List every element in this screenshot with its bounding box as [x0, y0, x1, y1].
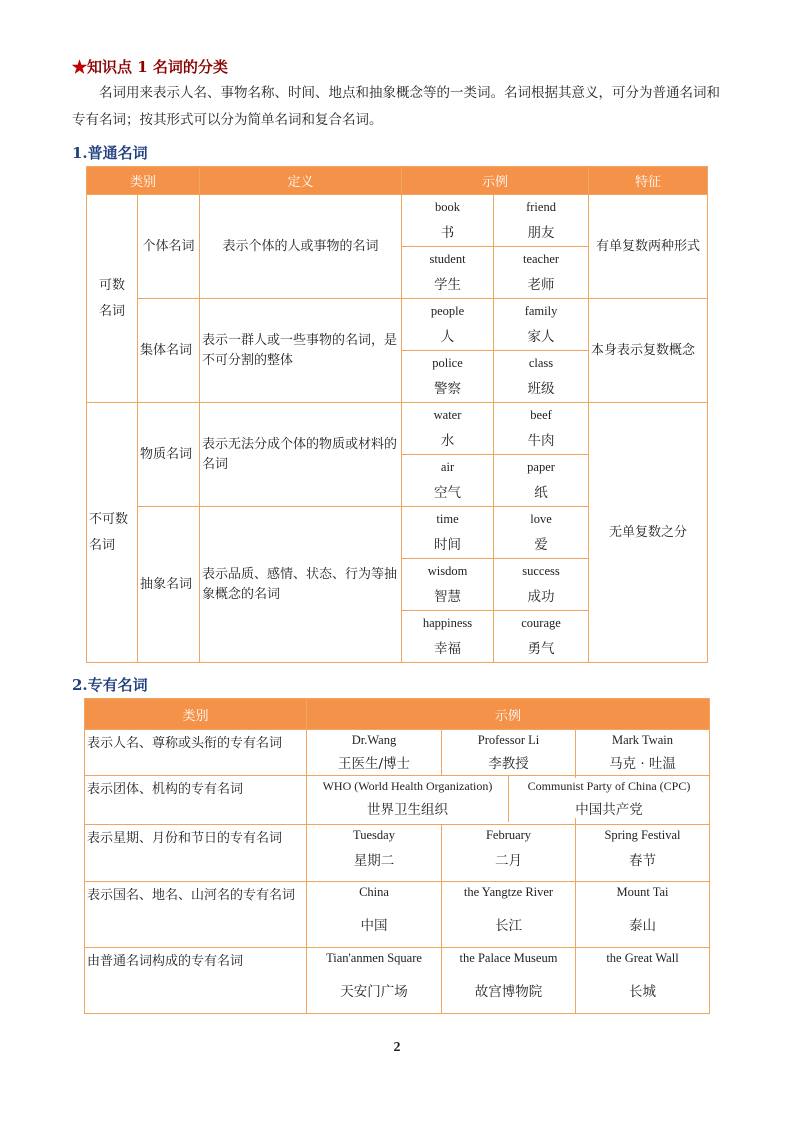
- example-cell: [402, 195, 494, 247]
- example-cn: 长城: [629, 984, 656, 1000]
- example-en: wisdom: [427, 563, 468, 578]
- star-icon: ★: [72, 58, 88, 76]
- example-en: class: [528, 355, 554, 370]
- example-cell: [494, 611, 589, 663]
- example-cn: 智慧: [434, 588, 462, 605]
- example-cn: 中国共产党: [575, 802, 643, 818]
- example-cn: 牛肉: [527, 432, 555, 449]
- example-en: air: [440, 459, 455, 474]
- example-en: love: [530, 511, 552, 526]
- common-noun-title: 1.普通名词: [72, 144, 148, 162]
- example-en: Communist Party of China (CPC): [527, 779, 691, 793]
- example-cell: [442, 948, 576, 1014]
- example-en: paper: [527, 459, 555, 474]
- example-overflow: [509, 778, 709, 818]
- example-cn: 二月: [495, 853, 522, 869]
- header-examples: 示例: [402, 167, 589, 195]
- example-en: Mark Twain: [611, 733, 674, 747]
- abstract-definition: 表示品质、感情、状态、行为等抽象概念的名词: [200, 507, 402, 663]
- header-category: 类别: [85, 699, 307, 730]
- individual-name: 个体名词: [138, 195, 200, 299]
- example-cell: [494, 455, 589, 507]
- example-cell: [494, 403, 589, 455]
- example-en: teacher: [522, 251, 560, 266]
- example-cell: [494, 507, 589, 559]
- example-cn: 李教授: [488, 756, 529, 772]
- example-en: friend: [526, 199, 556, 214]
- example-en: Tuesday: [353, 828, 395, 842]
- example-cn: 学生: [434, 276, 462, 293]
- example-cell: [576, 825, 710, 882]
- example-cell: [402, 455, 494, 507]
- example-cn: 朋友: [527, 224, 555, 241]
- proper-noun-title: 2.专有名词: [72, 676, 148, 694]
- example-cell: [494, 559, 589, 611]
- example-cn: 幸福: [434, 640, 462, 657]
- example-cell: [307, 948, 442, 1014]
- example-cell: [494, 351, 589, 403]
- header-feature: 特征: [589, 167, 708, 195]
- example-cn: 人: [440, 328, 455, 345]
- example-en: student: [429, 251, 466, 266]
- example-cn: 老师: [527, 276, 555, 293]
- example-cn: 天安门广场: [340, 984, 408, 1000]
- example-cn: 故宫博物院: [474, 984, 543, 1000]
- example-en: Tian'anmen Square: [326, 951, 422, 965]
- example-cn: 中国: [360, 918, 388, 934]
- collective-definition: 表示一群人或一些事物的名词，是不可分割的整体: [200, 299, 402, 403]
- collective-feature: 本身表示复数概念: [589, 299, 708, 403]
- example-cn: 世界卫生组织: [367, 802, 448, 818]
- section-heading: [72, 56, 228, 77]
- example-cn: 王医生/博士: [337, 756, 411, 772]
- example-en: beef: [530, 407, 552, 422]
- example-cell: [402, 507, 494, 559]
- example-cn: 长江: [495, 918, 522, 934]
- example-en: happiness: [422, 615, 473, 630]
- example-cn: 爱: [534, 536, 548, 553]
- proper-noun-table: [84, 698, 710, 1014]
- intro-paragraph: 名词用来表示人名、事物名称、时间、地点和抽象概念等的一类词。名词根据其意义，可分为普通名词和专有名词；按其形式可以分为简单名词和复合名词。: [72, 85, 720, 128]
- example-cn: 纸: [534, 484, 548, 501]
- example-cn: 星期二: [353, 853, 395, 869]
- example-cell: [442, 882, 576, 948]
- example-cell: [576, 730, 710, 776]
- example-en: the Great Wall: [606, 951, 679, 965]
- example-en: Mount Tai: [616, 885, 669, 899]
- example-cn: 时间: [434, 536, 462, 553]
- category-cell: 由普通名词构成的专有名词: [85, 948, 307, 1014]
- material-definition: 表示无法分成个体的物质或材料的名词: [200, 403, 402, 507]
- header-category: 类别: [87, 167, 200, 195]
- countable-text: 可数名词: [98, 277, 125, 319]
- example-cn: 成功: [527, 588, 555, 605]
- example-cell: [307, 882, 442, 948]
- example-cell: [402, 247, 494, 299]
- uncountable-text: 不可数名词: [89, 511, 129, 553]
- collective-name: 集体名词: [138, 299, 200, 403]
- countable-label: [87, 195, 138, 403]
- example-subcell: [307, 776, 509, 822]
- example-cell: [494, 195, 589, 247]
- example-cell: [494, 299, 589, 351]
- example-cell: [402, 403, 494, 455]
- page-number: 2: [393, 1040, 401, 1055]
- example-cn: 班级: [527, 380, 555, 397]
- category-cell: 表示人名、尊称或头衔的专有名词: [85, 730, 307, 776]
- uncountable-label: [87, 403, 138, 663]
- example-cell: [402, 559, 494, 611]
- example-cell: [307, 825, 442, 882]
- example-cn: 水: [440, 432, 455, 449]
- example-cell: [576, 882, 710, 948]
- common-noun-table: [86, 166, 708, 663]
- example-en: Dr.Wang: [351, 733, 397, 747]
- example-cell: [442, 730, 576, 776]
- individual-feature: 有单复数两种形式: [589, 195, 708, 299]
- example-cell: [402, 299, 494, 351]
- example-en: Spring Festival: [604, 828, 681, 842]
- example-en: police: [432, 355, 463, 370]
- abstract-name: 抽象名词: [138, 507, 200, 663]
- example-en: courage: [521, 615, 561, 630]
- heading-text: 知识点 1 名词的分类: [87, 58, 228, 76]
- example-en: time: [436, 511, 459, 526]
- category-cell: 表示国名、地名、山河名的专有名词: [85, 882, 307, 948]
- uncountable-feature: 无单复数之分: [589, 403, 708, 663]
- example-en: water: [433, 407, 462, 422]
- example-en: WHO (World Health Organization): [322, 779, 493, 793]
- example-cn: 警察: [434, 380, 462, 397]
- example-cn: 马克 · 吐温: [609, 756, 676, 772]
- example-en: family: [524, 303, 558, 318]
- individual-definition: 表示个体的人或事物的名词: [200, 195, 402, 299]
- example-en: China: [359, 885, 389, 899]
- category-cell: 表示星期、月份和节日的专有名词: [85, 825, 307, 882]
- example-cell: [402, 611, 494, 663]
- example-cell: [442, 825, 576, 882]
- example-cn: 家人: [527, 328, 555, 345]
- example-cn: 春节: [629, 853, 656, 869]
- example-cell: [576, 948, 710, 1014]
- example-en: the Palace Museum: [459, 951, 558, 965]
- example-cn: 勇气: [527, 640, 555, 657]
- example-cn: 书: [440, 224, 455, 241]
- material-name: 物质名词: [138, 403, 200, 507]
- header-examples: 示例: [307, 699, 710, 730]
- example-en: success: [522, 563, 560, 578]
- example-cell: [527, 776, 710, 825]
- example-cell: [494, 247, 589, 299]
- example-en: the Yangtze River: [463, 885, 554, 899]
- example-en: people: [430, 303, 465, 318]
- example-en: Professor Li: [477, 733, 540, 747]
- example-en: February: [485, 828, 532, 842]
- example-en: book: [435, 199, 461, 214]
- example-cell: [307, 730, 442, 776]
- category-cell: 表示团体、机构的专有名词: [85, 776, 307, 825]
- example-cn: 泰山: [629, 918, 656, 934]
- example-cn: 空气: [434, 484, 462, 501]
- example-cell: [402, 351, 494, 403]
- header-definition: 定义: [200, 167, 402, 195]
